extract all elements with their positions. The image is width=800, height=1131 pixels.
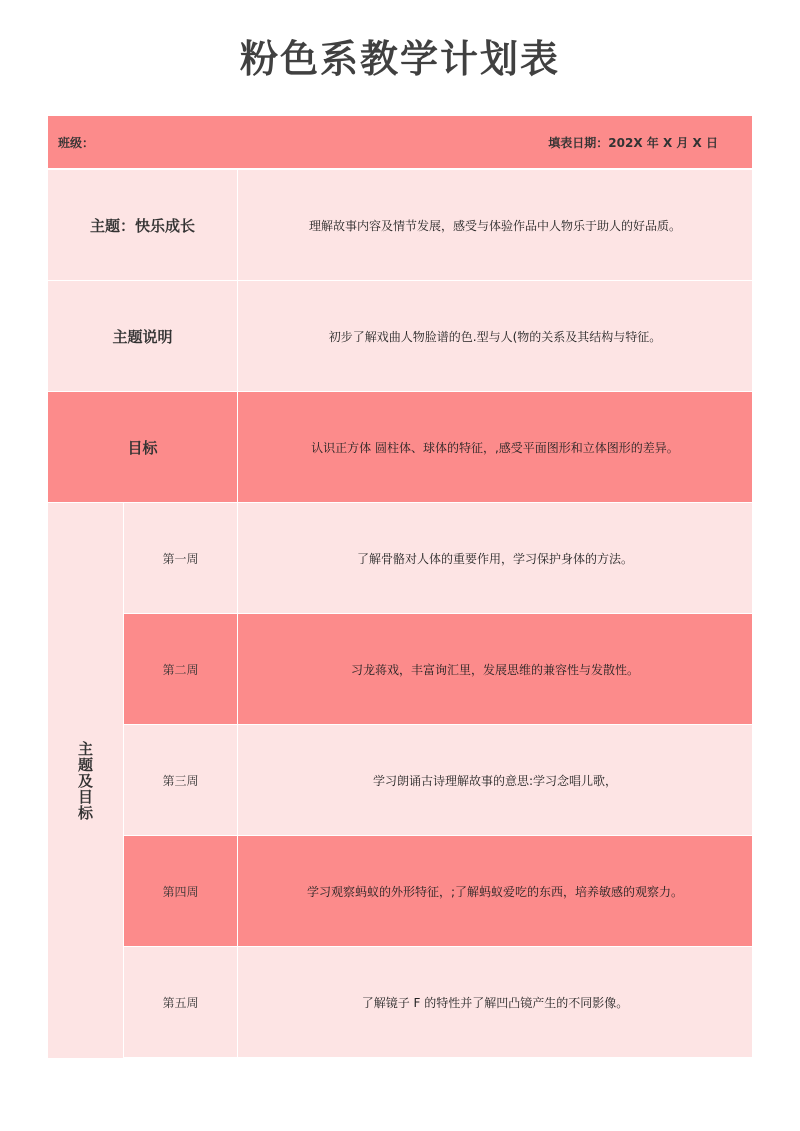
row-content: 理解故事内容及情节发展，感受与体验作品中人物乐于助人的好品质。	[308, 218, 681, 233]
row-content: 认识正方体 圆柱体、球体的特征，,感受平面图形和立体图形的差异。	[311, 440, 679, 455]
row-content: 初步了解戏曲人物脸谱的色.型与人(物的关系及其结构与特征。	[328, 329, 662, 344]
row-label: 目标	[48, 392, 238, 502]
week-label: 第二周	[124, 614, 238, 724]
class-label: 班级：	[58, 135, 95, 150]
group-label-cell	[48, 503, 124, 1058]
weekly-group	[48, 503, 752, 1058]
week-label: 第四周	[124, 836, 238, 946]
week-content: 了解镜子 F 的特性并了解凹凸镜产生的不同影像。	[361, 995, 629, 1010]
week-row	[124, 947, 752, 1058]
table-row-goal	[48, 392, 752, 503]
header-bar	[48, 116, 752, 168]
table-row-theme	[48, 170, 752, 281]
group-label: 主题及目标	[76, 740, 94, 821]
table-row-theme-desc	[48, 281, 752, 392]
week-label: 第一周	[124, 503, 238, 613]
week-label: 第五周	[124, 947, 238, 1057]
page-title: 粉色系教学计划表	[239, 37, 560, 81]
week-label: 第三周	[124, 725, 238, 835]
week-row	[124, 503, 752, 614]
week-row	[124, 836, 752, 947]
date-label: 填表日期：202X 年 X 月 X 日	[548, 135, 718, 150]
plan-table	[48, 170, 752, 1058]
row-label: 主题说明	[48, 281, 238, 391]
week-content: 学习观察蚂蚁的外形特征，;了解蚂蚁爱吃的东西，培养敏感的观察力。	[306, 884, 684, 899]
week-row	[124, 614, 752, 725]
row-label: 主题：快乐成长	[48, 170, 238, 280]
week-content: 习龙蒋戏，丰富询汇里，发展思维的兼容性与发散性。	[350, 662, 639, 677]
week-content: 学习朗诵古诗理解故事的意思:学习念唱儿歌，	[372, 773, 618, 788]
week-row	[124, 725, 752, 836]
week-content: 了解骨骼对人体的重要作用，学习保护身体的方法。	[356, 551, 633, 566]
weeks-list	[124, 503, 752, 1058]
